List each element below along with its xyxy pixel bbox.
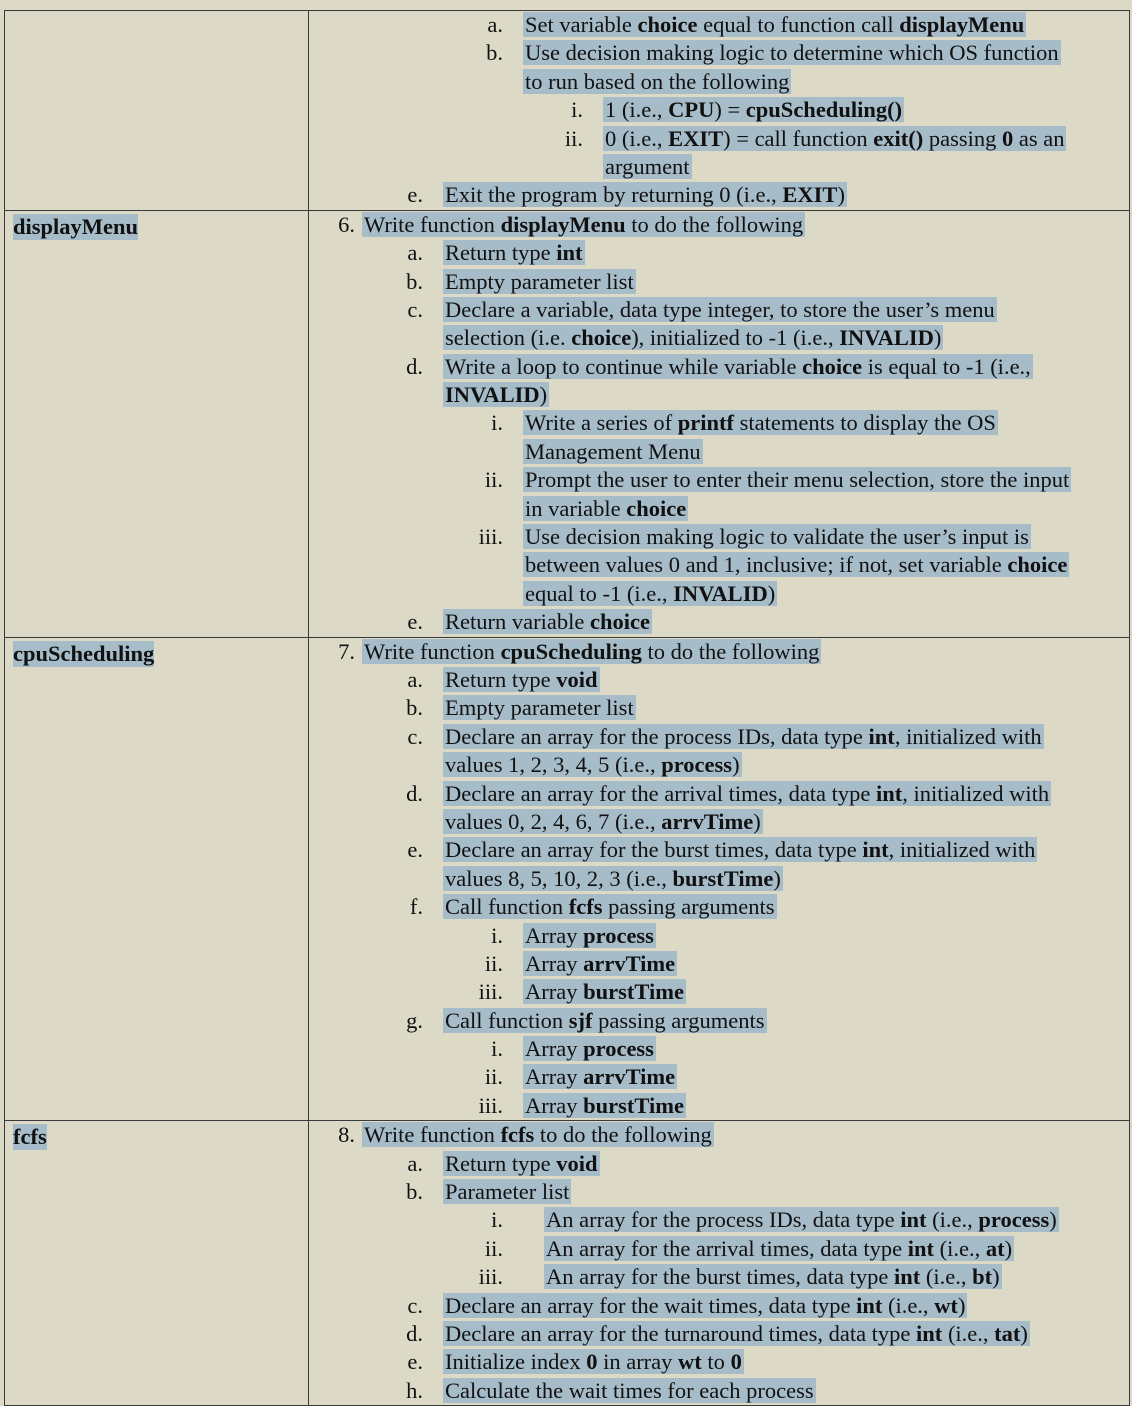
list-marker: a. — [407, 240, 423, 266]
bold-term: choice — [589, 609, 650, 635]
text-segment: Empty parameter list — [445, 268, 634, 294]
bold-term: 0 — [1002, 125, 1014, 151]
list-marker: e. — [407, 1349, 423, 1375]
text-segment: Empty parameter list — [445, 695, 634, 721]
instruction-text — [603, 154, 692, 179]
instruction-text — [443, 752, 742, 777]
text-segment: (i.e., — [934, 1235, 986, 1261]
bold-term: wt — [678, 1349, 702, 1375]
instruction-text — [523, 467, 1071, 492]
bold-term: INVALID — [673, 580, 768, 606]
list-marker: iii. — [478, 1092, 503, 1118]
list-marker: d. — [406, 780, 423, 806]
list-marker: g. — [406, 1007, 423, 1033]
instruction-text — [362, 1122, 714, 1147]
bold-term: at — [985, 1235, 1005, 1261]
text-segment: (i.e., — [882, 1292, 935, 1318]
instruction-line — [309, 865, 1129, 893]
bold-term: burstTime — [672, 865, 774, 891]
bold-term: choice — [626, 495, 687, 521]
instruction-text — [523, 1064, 677, 1089]
text-segment: ) — [837, 182, 845, 208]
function-name-cell — [5, 1121, 309, 1406]
text-segment: ) — [773, 865, 781, 891]
instruction-line — [309, 551, 1129, 579]
bold-term: burstTime — [583, 1092, 684, 1118]
instruction-text — [523, 979, 686, 1004]
instruction-cell — [309, 11, 1130, 211]
bold-term: process — [661, 752, 733, 778]
text-segment: Array — [525, 1092, 584, 1118]
instruction-text — [443, 325, 943, 350]
table-row — [5, 11, 1130, 211]
instruction-line — [309, 495, 1129, 523]
text-segment: ) = — [714, 97, 746, 123]
bold-term: arrvTime — [583, 950, 676, 976]
bold-term: choice — [1007, 552, 1068, 578]
instruction-line — [309, 211, 1129, 239]
instruction-text — [443, 269, 636, 294]
instruction-text — [523, 69, 791, 94]
text-segment: values 1, 2, 3, 4, 5 (i.e., — [445, 752, 662, 778]
instruction-line — [309, 409, 1129, 437]
list-marker: b. — [406, 1179, 423, 1205]
list-marker: i. — [571, 97, 583, 123]
function-name: displayMenu — [13, 213, 139, 239]
text-segment: to do the following — [625, 211, 804, 237]
text-segment: Declare an array for the burst times, data type — [445, 837, 863, 863]
text-segment: between values 0 and 1, inclusive; if not, set variable — [525, 552, 1008, 578]
list-marker: e. — [407, 837, 423, 863]
text-segment: Parameter list — [445, 1179, 570, 1205]
list-marker: d. — [406, 1320, 423, 1346]
instruction-text — [523, 524, 1031, 549]
instruction-text — [443, 1321, 1030, 1346]
text-segment: is equal to -1 (i.e., — [862, 353, 1031, 379]
instruction-line — [309, 978, 1129, 1006]
instruction-line — [309, 1063, 1129, 1091]
text-segment: Use decision making logic to determine which OS function — [525, 40, 1059, 66]
instruction-line — [309, 1007, 1129, 1035]
text-segment: Call function — [445, 894, 569, 920]
text-segment: argument — [605, 153, 690, 179]
list-marker: iii. — [478, 979, 503, 1005]
instruction-text — [443, 382, 549, 407]
instruction-line — [309, 922, 1129, 950]
instruction-line — [309, 153, 1129, 181]
text-segment: Return variable — [445, 609, 590, 635]
text-segment: Prompt the user to enter their menu selection, store the input — [525, 467, 1070, 493]
instruction-line — [309, 268, 1129, 296]
bold-term: INVALID — [445, 382, 540, 408]
bold-term: CPU — [668, 97, 715, 123]
instruction-line — [309, 1206, 1129, 1234]
bold-term: choice — [637, 12, 698, 37]
text-segment: Declare an array for the turnaround times, data type — [445, 1320, 917, 1346]
text-segment: Write function — [364, 211, 501, 237]
bold-term: INVALID — [839, 325, 934, 351]
list-marker: i. — [491, 922, 503, 948]
instruction-line — [309, 96, 1129, 124]
instruction-text — [523, 12, 1026, 37]
list-marker: ii. — [484, 950, 503, 976]
text-segment: to do the following — [534, 1122, 712, 1148]
bold-term: displayMenu — [899, 12, 1025, 37]
text-segment: Calculate the wait times for each process — [445, 1377, 814, 1403]
instruction-text — [544, 1236, 1014, 1261]
instruction-line — [309, 723, 1129, 751]
instruction-line — [309, 1092, 1129, 1120]
instructions-table — [4, 10, 1130, 1406]
text-segment: , initialized with — [888, 837, 1036, 863]
instruction-line — [309, 68, 1129, 96]
instruction-line — [309, 694, 1129, 722]
bold-term: process — [583, 922, 654, 948]
instruction-line — [309, 353, 1129, 381]
bold-term: fcfs — [568, 894, 603, 920]
instruction-line — [309, 1121, 1129, 1149]
text-segment: ) — [753, 808, 761, 834]
list-marker: a. — [407, 1150, 423, 1176]
instruction-text — [443, 1378, 816, 1403]
list-marker: 8. — [338, 1122, 355, 1148]
instruction-text — [523, 439, 703, 464]
text-segment: Array — [525, 1036, 584, 1062]
text-segment: values 8, 5, 10, 2, 3 (i.e., — [445, 865, 673, 891]
list-marker: i. — [491, 1036, 503, 1062]
text-segment: passing arguments — [592, 1007, 765, 1033]
text-segment: equal to -1 (i.e., — [525, 580, 674, 606]
instruction-line — [309, 296, 1129, 324]
instruction-line — [309, 438, 1129, 466]
list-marker: a. — [407, 666, 423, 692]
instruction-line — [309, 608, 1129, 636]
list-marker: i. — [491, 410, 503, 436]
text-segment: ) — [732, 752, 740, 778]
text-segment: (i.e., — [920, 1264, 973, 1290]
instruction-text — [443, 1179, 571, 1204]
instruction-text — [523, 40, 1061, 65]
list-marker: ii. — [564, 125, 583, 151]
instruction-text — [443, 809, 763, 834]
list-marker: c. — [407, 296, 423, 322]
bold-term: int — [916, 1320, 943, 1346]
text-segment: Array — [525, 1064, 584, 1090]
list-marker: c. — [407, 1292, 423, 1318]
list-marker: d. — [406, 353, 423, 379]
instruction-line — [309, 181, 1129, 209]
bold-term: int — [856, 1292, 883, 1318]
list-marker: b. — [486, 40, 503, 66]
list-marker: e. — [407, 609, 423, 635]
bold-term: int — [907, 1235, 934, 1261]
instruction-line — [309, 1348, 1129, 1376]
bold-term: int — [862, 837, 889, 863]
instruction-text — [523, 496, 688, 521]
instruction-text — [443, 1008, 767, 1033]
text-segment: 0 (i.e., — [605, 125, 669, 151]
text-segment: (i.e., — [926, 1207, 979, 1233]
table-row — [5, 637, 1130, 1121]
bold-term: cpuScheduling() — [745, 97, 903, 123]
instruction-text — [443, 724, 1044, 749]
text-segment: Write function — [364, 638, 501, 664]
instruction-text — [443, 354, 1033, 379]
list-marker: f. — [409, 894, 423, 920]
list-marker: b. — [406, 695, 423, 721]
instruction-cell — [309, 1121, 1130, 1406]
text-segment: Management Menu — [525, 438, 701, 464]
instruction-line — [309, 808, 1129, 836]
text-segment: Array — [525, 950, 584, 976]
text-segment: ) — [1049, 1207, 1057, 1233]
bold-term: sjf — [568, 1007, 593, 1033]
instruction-text — [523, 951, 677, 976]
bold-term: EXIT — [668, 125, 724, 151]
text-segment: Initialize index — [445, 1349, 587, 1375]
instruction-text — [443, 837, 1037, 862]
instruction-text — [443, 1293, 967, 1318]
bold-term: arrvTime — [661, 808, 754, 834]
function-name-cell — [5, 637, 309, 1121]
text-segment: An array for the burst times, data type — [546, 1264, 895, 1290]
text-segment: in variable — [525, 495, 627, 521]
text-segment: Array — [525, 979, 584, 1005]
instruction-text — [443, 695, 636, 720]
bold-term: wt — [934, 1292, 958, 1318]
text-segment: to run based on the following — [525, 68, 790, 94]
instruction-text — [523, 410, 998, 435]
text-segment: Declare an array for the wait times, data type — [445, 1292, 857, 1318]
instruction-line — [309, 950, 1129, 978]
instruction-text — [443, 866, 783, 891]
text-segment: passing arguments — [602, 894, 775, 920]
text-segment: An array for the arrival times, data type — [546, 1235, 908, 1261]
list-marker: ii. — [484, 1064, 503, 1090]
bold-term: choice — [802, 353, 863, 379]
text-segment: Declare an array for the arrival times, data type — [445, 780, 877, 806]
instruction-text — [443, 240, 585, 265]
bold-term: int — [900, 1207, 927, 1233]
instruction-text — [603, 126, 1066, 151]
instruction-line — [309, 780, 1129, 808]
instruction-line — [309, 1377, 1129, 1405]
text-segment: (i.e., — [942, 1320, 995, 1346]
bold-term: int — [894, 1264, 921, 1290]
instruction-line — [309, 466, 1129, 494]
instruction-text — [443, 1349, 744, 1374]
text-segment: Exit the program by returning 0 (i.e., — [445, 182, 783, 208]
text-segment: An array for the process IDs, data type — [546, 1207, 901, 1233]
text-segment: ) — [539, 382, 548, 408]
instruction-text — [523, 581, 777, 606]
instruction-line — [309, 239, 1129, 267]
text-segment: Write function — [364, 1122, 501, 1148]
function-name-cell — [5, 210, 309, 637]
bold-term: void — [556, 1150, 598, 1176]
instruction-line — [309, 1150, 1129, 1178]
text-segment: Declare a variable, data type integer, to store the user’s menu — [445, 296, 995, 322]
instruction-text — [523, 552, 1069, 577]
instruction-line — [309, 381, 1129, 409]
text-segment: ) — [957, 1292, 966, 1318]
text-segment: to — [701, 1349, 731, 1375]
instruction-text — [443, 609, 652, 634]
bold-term: displayMenu — [500, 211, 626, 237]
text-segment: ) — [933, 325, 942, 351]
instruction-text — [362, 212, 805, 237]
text-segment: Array — [525, 922, 584, 948]
list-marker: iii. — [478, 1264, 503, 1290]
instruction-cell — [309, 637, 1130, 1121]
bold-term: process — [978, 1207, 1050, 1233]
text-segment: equal to function call — [697, 12, 900, 37]
instruction-line — [309, 1035, 1129, 1063]
bold-term: exit() — [873, 125, 924, 151]
text-segment: statements to display the OS — [734, 410, 996, 436]
text-segment: to do the following — [641, 638, 820, 664]
bold-term: 0 — [586, 1349, 598, 1375]
text-segment: ) — [767, 580, 776, 606]
instruction-text — [443, 297, 997, 322]
instruction-text — [443, 781, 1051, 806]
bold-term: choice — [571, 325, 632, 351]
table-row — [5, 1121, 1130, 1406]
list-marker: b. — [406, 268, 423, 294]
text-segment: Return type — [445, 666, 557, 692]
instruction-text — [443, 182, 847, 207]
list-marker: ii. — [484, 1235, 503, 1261]
bold-term: bt — [972, 1264, 993, 1290]
bold-term: printf — [677, 410, 735, 436]
text-segment: Set variable — [525, 12, 638, 37]
function-name: cpuScheduling — [13, 640, 155, 666]
text-segment: as an — [1013, 125, 1065, 151]
list-marker: c. — [407, 723, 423, 749]
text-segment: Return type — [445, 1150, 557, 1176]
list-marker: h. — [406, 1377, 423, 1403]
instruction-line — [309, 11, 1129, 39]
instruction-text — [523, 1036, 656, 1061]
text-segment: Write a loop to continue while variable — [445, 353, 803, 379]
instruction-line — [309, 523, 1129, 551]
instruction-line — [309, 893, 1129, 921]
text-segment: ) — [1020, 1320, 1028, 1346]
list-marker: iii. — [478, 524, 503, 550]
list-marker: i. — [491, 1207, 503, 1233]
instruction-line — [309, 1292, 1129, 1320]
bold-term: burstTime — [583, 979, 684, 1005]
text-segment: Write a series of — [525, 410, 678, 436]
text-segment: 1 (i.e., — [605, 97, 669, 123]
instruction-text — [603, 97, 904, 122]
bold-term: void — [556, 666, 598, 692]
text-segment: Call function — [445, 1007, 569, 1033]
text-segment: , initialized with — [894, 723, 1042, 749]
list-marker: 7. — [338, 638, 355, 664]
bold-term: EXIT — [782, 182, 838, 208]
text-segment: ) — [1004, 1235, 1013, 1261]
instruction-line — [309, 1320, 1129, 1348]
instruction-line — [309, 324, 1129, 352]
instruction-line — [309, 1178, 1129, 1206]
instruction-line — [309, 1263, 1129, 1291]
text-segment: in array — [597, 1349, 679, 1375]
instruction-text — [443, 1151, 600, 1176]
text-segment: passing — [923, 125, 1002, 151]
text-segment: selection (i.e. — [445, 325, 572, 351]
instruction-text — [362, 639, 821, 664]
instruction-line — [309, 39, 1129, 67]
instruction-text — [443, 894, 777, 919]
instruction-text — [544, 1264, 1002, 1289]
text-segment: values 0, 2, 4, 6, 7 (i.e., — [445, 808, 662, 834]
bold-term: int — [876, 780, 903, 806]
text-segment: Use decision making logic to validate the user’s input is — [525, 524, 1029, 550]
instruction-text — [544, 1207, 1059, 1232]
text-segment: Declare an array for the process IDs, data type — [445, 723, 869, 749]
bold-term: fcfs — [500, 1122, 535, 1148]
list-marker: 6. — [338, 211, 355, 237]
text-segment: Return type — [445, 240, 557, 266]
list-marker: e. — [407, 182, 423, 208]
instruction-line — [309, 836, 1129, 864]
list-marker: ii. — [484, 467, 503, 493]
list-marker: a. — [487, 12, 503, 37]
instruction-line — [309, 751, 1129, 779]
bold-term: int — [556, 240, 583, 266]
function-name-cell — [5, 11, 309, 211]
instruction-line — [309, 638, 1129, 666]
table-row — [5, 210, 1130, 637]
bold-term: cpuScheduling — [500, 638, 642, 664]
bold-term: process — [583, 1036, 654, 1062]
instruction-text — [523, 923, 656, 948]
text-segment: ), initialized to -1 (i.e., — [631, 325, 840, 351]
instruction-line — [309, 125, 1129, 153]
bold-term: int — [868, 723, 895, 749]
bold-term: arrvTime — [583, 1064, 676, 1090]
instruction-line — [309, 1235, 1129, 1263]
bold-term: tat — [994, 1320, 1021, 1346]
instruction-line — [309, 666, 1129, 694]
instruction-text — [443, 667, 600, 692]
text-segment: ) — [992, 1264, 1000, 1290]
text-segment: ) = call function — [723, 125, 874, 151]
instruction-cell — [309, 210, 1130, 637]
instruction-text — [523, 1093, 686, 1118]
bold-term: 0 — [730, 1349, 742, 1375]
text-segment: , initialized with — [902, 780, 1050, 806]
function-name: fcfs — [13, 1124, 47, 1150]
instruction-line — [309, 580, 1129, 608]
